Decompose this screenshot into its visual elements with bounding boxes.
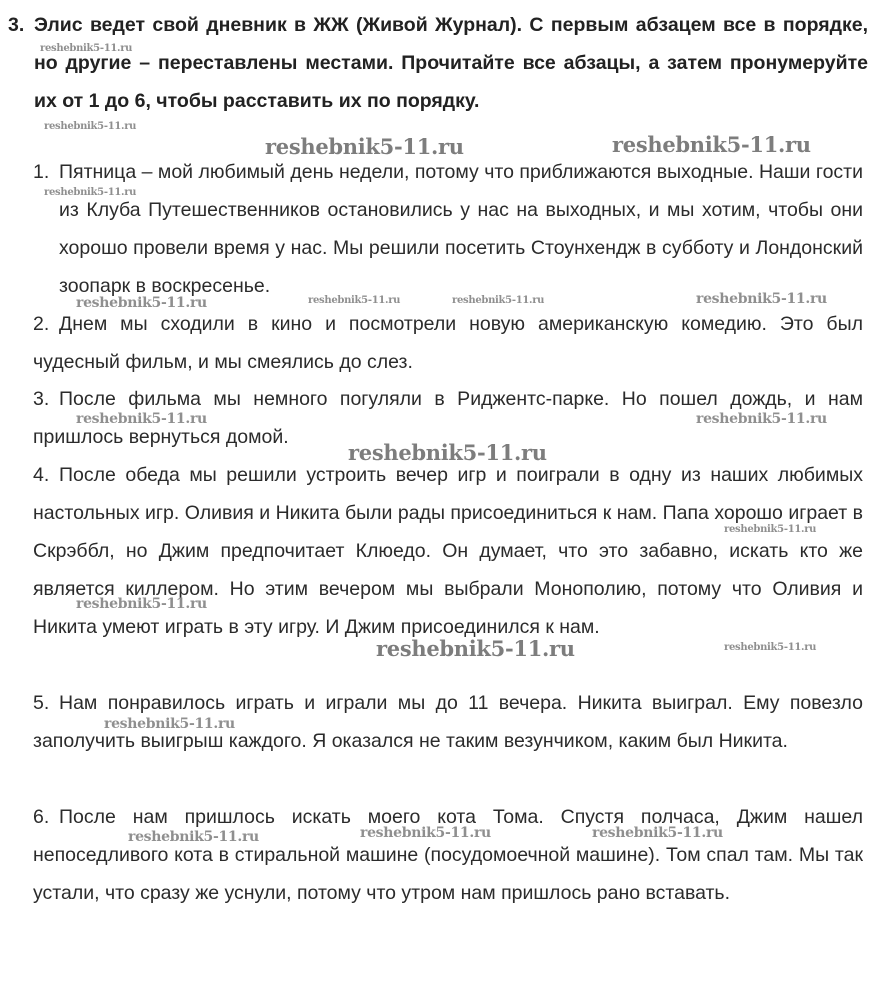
paragraph-text: Нам понравилось играть и играли мы до 11 вечера. Никита выиграл. Ему повезло заполучить выигрыш каждого. Я оказался не таким везунчиком, каким был Никита. <box>33 692 863 752</box>
paragraph-number: 4. <box>33 464 50 486</box>
task-heading <box>8 6 868 120</box>
watermark: reshebnik5-11.ru <box>452 295 545 306</box>
watermark: reshebnik5-11.ru <box>724 524 817 535</box>
paragraph-4 <box>33 456 863 646</box>
watermark: reshebnik5-11.ru <box>128 829 259 845</box>
watermark: reshebnik5-11.ru <box>612 132 811 157</box>
task-instruction: Элис ведет свой дневник в ЖЖ (Живой Журнал). С первым абзацем все в порядке, но другие – переставлены местами. Прочитайте все абзацы, а затем пронумеруйте их от 1 до 6, чтобы расставить их по порядку. <box>34 14 868 112</box>
paragraph-1 <box>33 153 863 305</box>
paragraph-text: После фильма мы немного погуляли в Риджентс-парке. Но пошел дождь, и нам пришлось вернуться домой. <box>33 388 863 448</box>
watermark: reshebnik5-11.ru <box>724 642 817 653</box>
watermark: reshebnik5-11.ru <box>360 825 491 841</box>
paragraph-6 <box>33 798 863 912</box>
watermark: reshebnik5-11.ru <box>696 411 827 427</box>
watermark: reshebnik5-11.ru <box>265 134 464 159</box>
watermark: reshebnik5-11.ru <box>592 825 723 841</box>
paragraph-5 <box>33 684 863 760</box>
paragraph-text: Днем мы сходили в кино и посмотрели новую американскую комедию. Это был чудесный фильм, и мы смеялись до слез. <box>33 313 863 373</box>
watermark: reshebnik5-11.ru <box>44 121 137 132</box>
paragraph-text: После обеда мы решили устроить вечер игр и поиграли в одну из наших любимых настольных игр. Оливия и Никита были рады присоединиться к нам. Папа хорошо играет в Скрэббл, но Джим предпочитает Клюедо. Он думает, что это забавно, искать кто же является киллером. Но этим вечером мы выбрали Монополию, потому что Оливия и Никита умеют играть в эту игру. И Джим присоединился к нам. <box>33 464 863 638</box>
paragraph-number: 1. <box>33 161 50 183</box>
paragraph-number: 6. <box>33 806 50 828</box>
watermark: reshebnik5-11.ru <box>308 295 401 306</box>
task-number: 3. <box>8 14 25 36</box>
watermark: reshebnik5-11.ru <box>76 411 207 427</box>
watermark: reshebnik5-11.ru <box>104 716 235 732</box>
watermark: reshebnik5-11.ru <box>348 440 547 465</box>
watermark: reshebnik5-11.ru <box>44 187 137 198</box>
watermark: reshebnik5-11.ru <box>696 291 827 307</box>
paragraph-text: После нам пришлось искать моего кота Тома. Спустя полчаса, Джим нашел непоседливого кота в стиральной машине (посудомоечной машине). Том спал там. Мы так устали, что сразу же уснули, потому что утром нам пришлось рано вставать. <box>33 806 863 904</box>
watermark: reshebnik5-11.ru <box>76 596 207 612</box>
watermark: reshebnik5-11.ru <box>376 636 575 661</box>
paragraph-text: Пятница – мой любимый день недели, потому что приближаются выходные. Наши гости из Клуба Путешественников остановились у нас на выходных, и мы хотим, чтобы они хорошо провели время у нас. Мы решили посетить Стоунхендж в субботу и Лондонский зоопарк в воскресенье. <box>59 161 863 297</box>
paragraph-3 <box>33 380 863 456</box>
paragraph-number: 2. <box>33 313 50 335</box>
watermark: reshebnik5-11.ru <box>40 43 133 54</box>
paragraph-2 <box>33 305 863 381</box>
paragraph-number: 3. <box>33 388 50 410</box>
paragraph-number: 5. <box>33 692 50 714</box>
watermark: reshebnik5-11.ru <box>76 295 207 311</box>
